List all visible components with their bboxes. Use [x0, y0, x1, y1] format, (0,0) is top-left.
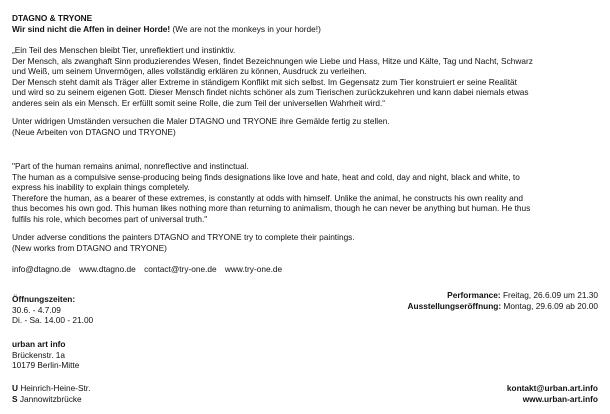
s-bahn-icon: S	[12, 393, 18, 404]
performance-line	[408, 290, 598, 301]
hours-dates: 30.6. - 4.7.09	[12, 304, 61, 315]
exhibition-title	[12, 24, 602, 35]
german-quote	[12, 45, 602, 109]
german-quote-line: Der Mensch steht damit als Träger aller Extreme in ständigem Konflikt mit sich selbst. Im Gegensatz zum Tier konstruiert er seine Realität	[12, 76, 517, 87]
english-quote-line: thus becomes his own god. This human likes nothing more than returning to animalism, though he can never be anything but human. He thus	[12, 203, 531, 214]
s-bahn-station: Jannowitzbrücke	[19, 393, 82, 404]
opening-line	[408, 301, 598, 312]
english-closing-line: (New works from DTAGNO and TRYONE)	[12, 242, 167, 253]
artists-heading: DTAGNO & TRYONE	[12, 13, 93, 23]
german-closing-line: (Neue Arbeiten von DTAGNO und TRYONE)	[12, 126, 176, 137]
venue-email-link[interactable]: kontakt@urban.art.info	[506, 383, 598, 393]
english-quote-line: express his inability to explain things completely.	[12, 182, 190, 193]
german-closing-line: Unter widrigen Umständen versuchen die Maler DTAGNO und TRYONE ihre Gemälde fertig zu stellen.	[12, 116, 390, 126]
web-link-tryone[interactable]: www.try-one.de	[224, 264, 283, 274]
english-quote	[12, 161, 602, 225]
english-closing-line: Under adverse conditions the painters DTAGNO and TRYONE try to complete their paintings.	[12, 232, 355, 242]
english-quote-line: "Part of the human remains animal, nonreflective and instinctual.	[12, 161, 249, 171]
u-bahn-line	[12, 383, 212, 394]
venue-contact	[507, 383, 598, 404]
header	[12, 13, 602, 34]
german-quote-line: anderes sein als ein Mensch. Er erfüllt somit seine Rolle, die zum Teil der universellen Wahrheit wird.“	[12, 97, 386, 108]
web-link-dtagno[interactable]: www.dtagno.de	[79, 264, 136, 274]
german-closing	[12, 116, 602, 137]
contact-links	[12, 264, 602, 275]
email-link-dtagno[interactable]: info@dtagno.de	[12, 264, 71, 274]
hours-heading: Öffnungszeiten:	[12, 294, 76, 304]
performance-label: Performance:	[447, 290, 501, 300]
venue-city: 10179 Berlin-Mitte	[12, 360, 80, 371]
venue-web-link[interactable]: www.urban-art.info	[522, 393, 598, 404]
u-bahn-station: Heinrich-Heine-Str.	[20, 383, 91, 393]
english-quote-line: The human as a compulsive sense-producing being finds designations like love and hate, heat and cold, day and night, black and white, to	[12, 171, 520, 182]
german-quote-line: und Weiß, um seinem Unvermögen, alles vollständig erklären zu können, Ausdruck zu verleihen.	[12, 66, 367, 77]
u-bahn-icon: U	[12, 383, 18, 393]
venue-name: urban art info	[12, 339, 66, 349]
german-quote-line: Der Mensch, als zwanghaft Sinn produzierendes Wesen, findet Bezeichnungen wie Liebe und Hass, Hitze und Kälte, Tag und Nacht, Schwarz	[12, 55, 533, 66]
title-english: (We are not the monkeys in your horde!)	[172, 23, 321, 34]
german-quote-line: und wird so zu seinem eigenen Gott. Dieser Mensch findet nichts schöner als zum Tierischen zurückzukehren und kann dabei niemals etwas	[12, 87, 529, 98]
hours-times: Di. - Sa. 14.00 - 21.00	[12, 315, 94, 326]
events	[408, 290, 598, 311]
venue-address	[12, 339, 212, 371]
english-quote-line: Therefore the human, as a bearer of these extremes, is constantly at odds with himself. Unlike the animal, he constructs his own reality and	[12, 192, 523, 203]
opening-label: Ausstellungseröffnung:	[407, 300, 502, 311]
english-closing	[12, 232, 602, 253]
title-german: Wir sind nicht die Affen in deiner Horde!	[12, 23, 171, 34]
opening-value: Montag, 29.6.09 ab 20.00	[503, 300, 598, 311]
s-bahn-line	[12, 394, 212, 405]
venue-street: Brückenstr. 1a	[12, 349, 66, 360]
german-quote-line: „Ein Teil des Menschen bleibt Tier, unreflektiert und instinktiv.	[12, 45, 236, 55]
transit-info	[12, 383, 212, 404]
opening-hours	[12, 294, 212, 326]
performance-value: Freitag, 26.6.09 um 21.30	[502, 290, 598, 300]
english-quote-line: fulfils his role, which becomes part of universal truth."	[12, 213, 208, 224]
email-link-tryone[interactable]: contact@try-one.de	[144, 264, 217, 274]
